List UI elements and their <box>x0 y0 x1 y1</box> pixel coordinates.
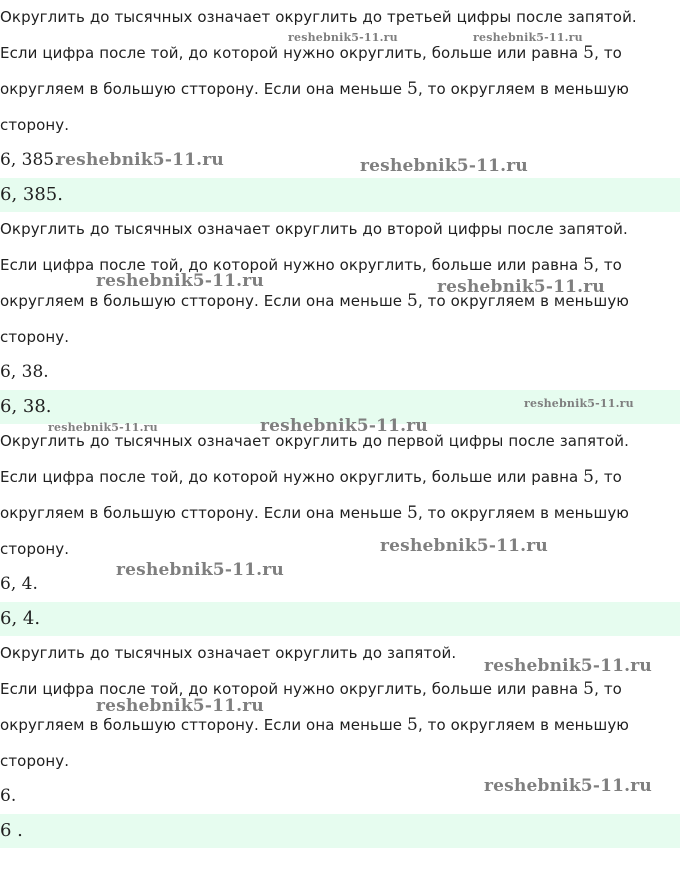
watermark: reshebnik5-11.ru <box>380 536 548 556</box>
line-text: сторону. <box>0 540 70 558</box>
answer-value: 6, 4. <box>0 608 41 629</box>
explanation-line <box>0 43 622 63</box>
line-text: Округлить до тысячных означает округлить до первой цифры после запятой. <box>0 432 629 450</box>
explanation-line <box>0 255 622 275</box>
watermark: reshebnik5-11.ru <box>48 421 158 434</box>
explanation-line <box>0 751 69 771</box>
rounded-value: 6. <box>0 786 17 806</box>
rounded-value: 6, 4. <box>0 574 38 594</box>
explanation-line <box>0 503 629 523</box>
line-text-tail: , то округляем в меньшую <box>417 80 630 98</box>
math-number: 5 <box>407 291 418 311</box>
line-text: округляем в большую стторону. Если она меньше <box>0 80 408 98</box>
rounded-value: 6, 385. <box>0 150 60 170</box>
line-text: Округлить до тысячных означает округлить до запятой. <box>0 644 457 662</box>
line-text-tail: , то <box>594 680 622 698</box>
explanation-line <box>0 715 629 735</box>
line-text-tail: , то <box>594 468 622 486</box>
explanation-line <box>0 327 69 347</box>
line-text: округляем в большую стторону. Если она меньше <box>0 292 408 310</box>
explanation-line <box>0 79 629 99</box>
rounded-value: 6, 38. <box>0 362 49 382</box>
line-text: сторону. <box>0 116 70 134</box>
explanation-line <box>0 115 69 135</box>
explanation-line <box>0 467 622 487</box>
line-text: Если цифра после той, до которой нужно округлить, больше или равна <box>0 44 584 62</box>
math-number: 5 <box>583 255 595 275</box>
math-number: 5 <box>583 467 595 487</box>
line-text: округляем в большую стторону. Если она меньше <box>0 504 408 522</box>
line-text: сторону. <box>0 752 70 770</box>
watermark: reshebnik5-11.ru <box>96 696 264 716</box>
math-number: 5 <box>407 715 418 735</box>
watermark: reshebnik5-11.ru <box>56 150 224 170</box>
watermark: reshebnik5-11.ru <box>260 416 428 436</box>
line-text: Если цифра после той, до которой нужно округлить, больше или равна <box>0 256 584 274</box>
line-text: Если цифра после той, до которой нужно округлить, больше или равна <box>0 468 584 486</box>
line-text: округляем в большую стторону. Если она меньше <box>0 716 408 734</box>
line-text-tail: , то <box>594 44 622 62</box>
explanation-line <box>0 539 69 559</box>
math-number: 5 <box>407 503 418 523</box>
answer-value: 6 . <box>0 820 23 841</box>
line-text-tail: , то округляем в меньшую <box>417 292 630 310</box>
watermark: reshebnik5-11.ru <box>288 31 398 44</box>
watermark: reshebnik5-11.ru <box>484 656 652 676</box>
watermark: reshebnik5-11.ru <box>484 776 652 796</box>
watermark: reshebnik5-11.ru <box>473 31 583 44</box>
answer-value: 6, 385. <box>0 184 63 205</box>
line-text: сторону. <box>0 328 70 346</box>
line-text-tail: , то <box>594 256 622 274</box>
line-text: Округлить до тысячных означает округлить до третьей цифры после запятой. <box>0 8 637 26</box>
math-number: 5 <box>407 79 418 99</box>
watermark: reshebnik5-11.ru <box>360 156 528 176</box>
math-number: 5 <box>583 679 595 699</box>
explanation-line <box>0 219 628 239</box>
line-text-tail: , то округляем в меньшую <box>417 716 630 734</box>
watermark: reshebnik5-11.ru <box>524 397 634 410</box>
line-text: Округлить до тысячных означает округлить до второй цифры после запятой. <box>0 220 628 238</box>
answer-value: 6, 38. <box>0 396 52 417</box>
explanation-line <box>0 679 622 699</box>
line-text-tail: , то округляем в меньшую <box>417 504 630 522</box>
watermark: reshebnik5-11.ru <box>437 277 605 297</box>
explanation-line <box>0 643 456 663</box>
watermark: reshebnik5-11.ru <box>96 271 264 291</box>
line-text: Если цифра после той, до которой нужно округлить, больше или равна <box>0 680 584 698</box>
math-number: 5 <box>583 43 595 63</box>
explanation-line <box>0 7 637 27</box>
answer-box <box>0 178 680 212</box>
answer-box <box>0 602 680 636</box>
answer-box <box>0 814 680 848</box>
watermark: reshebnik5-11.ru <box>116 560 284 580</box>
